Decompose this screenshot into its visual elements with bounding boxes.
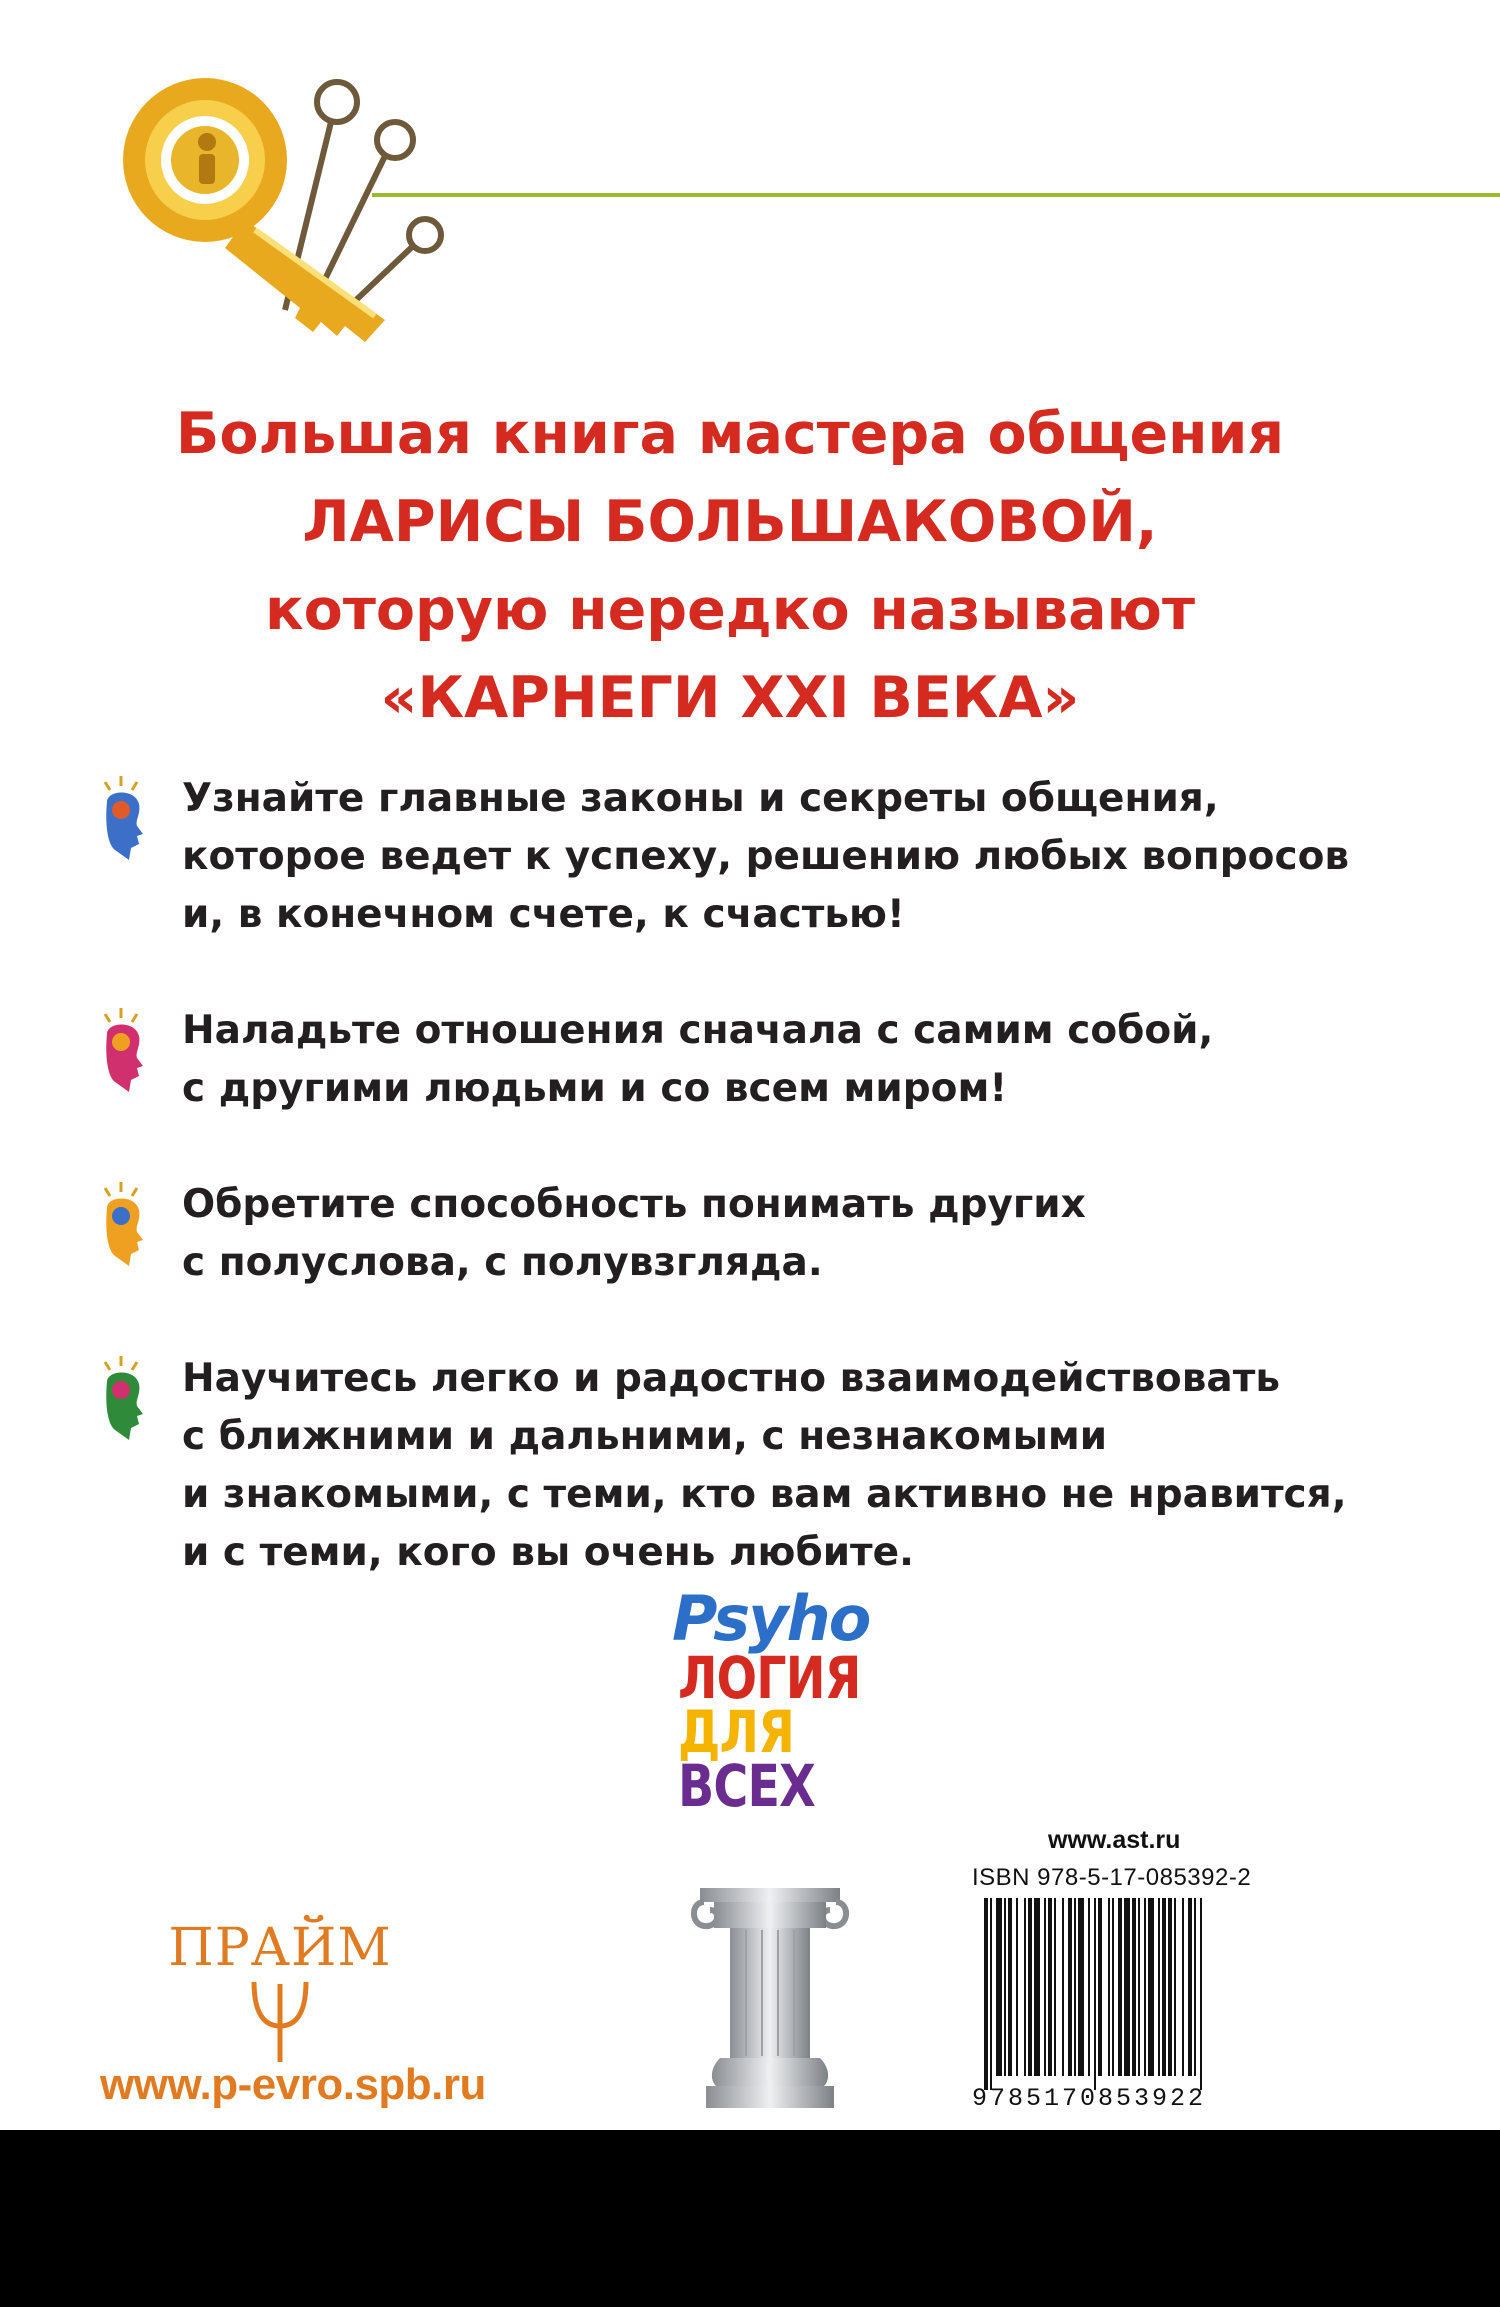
- barcode-bar: [1078, 1898, 1084, 2076]
- headline-line: ЛАРИСЫ БОЛЬШАКОВОЙ,: [302, 489, 1158, 555]
- list-item: [85, 1002, 1445, 1118]
- barcode-bar: [990, 1898, 992, 2090]
- barcode-bar: [1118, 1898, 1122, 2076]
- barcode-bar: [1098, 1898, 1102, 2076]
- publisher-name: ПРАЙМ: [168, 1918, 392, 1978]
- list-item: [85, 770, 1445, 944]
- feature-text: Научитесь легко и радостно взаимодействовать с ближними и дальними, с незнакомыми и знакомыми, с теми, кто вам активно не нравится, и с теми, кого вы очень любите.: [182, 1356, 1347, 1575]
- barcode-bar: [1148, 1898, 1154, 2076]
- barcode-bar: [1144, 1898, 1146, 2076]
- barcode-bar: [1132, 1898, 1136, 2076]
- barcode-bar: [1008, 1898, 1012, 2076]
- feature-text: Обретите способность понимать других с полуслова, с полувзгляда.: [182, 1182, 1086, 1285]
- series-logo: [668, 1582, 888, 1842]
- barcode-bar: [1004, 1898, 1006, 2076]
- barcode-bar: [1108, 1898, 1110, 2076]
- keys-icon: [95, 70, 475, 350]
- barcode-bar: [1068, 1898, 1072, 2076]
- barcode-bar: [1112, 1898, 1114, 2076]
- series-logo-line: ВСЕХ: [678, 1752, 816, 1820]
- barcode-bar: [1188, 1898, 1192, 2076]
- barcode-bar: [1054, 1898, 1056, 2076]
- head-profile-icon: [85, 1006, 157, 1096]
- barcode-bar: [1094, 1898, 1096, 2090]
- barcode-bar: [1124, 1898, 1130, 2076]
- column-icon: [690, 1880, 850, 2120]
- list-item: [85, 1350, 1445, 1582]
- barcode-bar: [1200, 1898, 1202, 2090]
- series-logo-line: ДЛЯ: [678, 1698, 795, 1766]
- barcode-digits: 9785170853922: [972, 2084, 1207, 2113]
- series-logo-line: ЛОГИЯ: [678, 1644, 861, 1712]
- isbn: ISBN 978-5-17-085392-2: [972, 1864, 1252, 1891]
- feature-list: [85, 770, 1445, 1640]
- publisher-url: www.p-evro.spb.ru: [100, 2060, 486, 2109]
- barcode-bar: [1182, 1898, 1184, 2076]
- barcode: [982, 1898, 1260, 2090]
- barcode-bar: [984, 1898, 988, 2090]
- headline: [120, 390, 1340, 742]
- headline-line: которую нередко называют: [265, 577, 1195, 643]
- barcode-bar: [1048, 1898, 1052, 2076]
- series-logo-line: Psyho: [672, 1582, 870, 1655]
- barcode-bar: [1016, 1898, 1018, 2076]
- barcode-bar: [1174, 1898, 1176, 2076]
- barcode-bar: [1162, 1898, 1166, 2076]
- barcode-bar: [996, 1898, 1002, 2076]
- barcode-bar: [1024, 1898, 1026, 2076]
- feature-text: Наладьте отношения сначала с самим собой, с другими людьми и со всем миром!: [182, 1008, 1214, 1111]
- barcode-bar: [1194, 1898, 1196, 2076]
- ast-url: www.ast.ru: [1048, 1826, 1181, 1854]
- black-band: [0, 2130, 1500, 2307]
- list-item: [85, 1176, 1445, 1292]
- barcode-bar: [1158, 1898, 1160, 2076]
- barcode-bar: [1034, 1898, 1040, 2076]
- barcode-bar: [1062, 1898, 1064, 2076]
- headline-line: «КАРНЕГИ XXI ВЕКА»: [380, 665, 1080, 731]
- barcode-bar: [1028, 1898, 1032, 2076]
- barcode-bar: [1074, 1898, 1076, 2076]
- publisher-logo: [160, 1918, 400, 2078]
- barcode-bar: [1168, 1898, 1172, 2076]
- barcode-bar: [1088, 1898, 1090, 2076]
- barcode-bar: [1044, 1898, 1046, 2076]
- head-profile-icon: [85, 1354, 157, 1444]
- head-profile-icon: [85, 774, 157, 864]
- barcode-bar: [1138, 1898, 1140, 2076]
- decorative-rule: [372, 193, 1500, 197]
- headline-line: Большая книга мастера общения: [175, 401, 1285, 467]
- psi-icon: [248, 1976, 312, 2066]
- head-profile-icon: [85, 1180, 157, 1270]
- feature-text: Узнайте главные законы и секреты общения, которое ведет к успеху, решению любых вопросов и, в конечном счете, к счастью!: [182, 776, 1350, 937]
